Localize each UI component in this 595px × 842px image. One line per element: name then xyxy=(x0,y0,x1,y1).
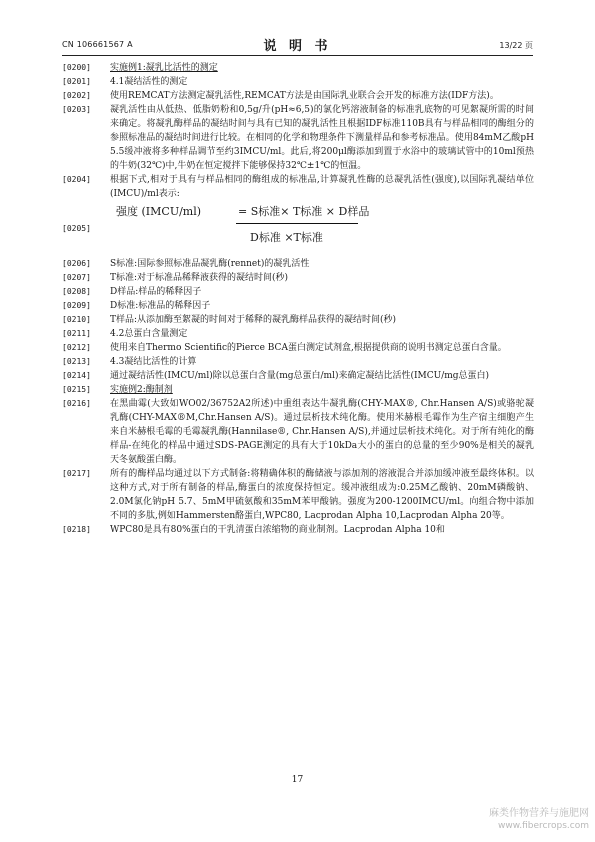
definition-text: S标准:国际参照标准品凝乳酶(rennet)的凝乳活性 xyxy=(110,259,310,269)
paragraph-0211 xyxy=(62,327,534,341)
paragraph-0203 xyxy=(62,103,534,173)
section-heading: 4.2总蛋白含量测定 xyxy=(110,329,188,339)
definition-text: T标准:对于标准品稀释液获得的凝结时间(秒) xyxy=(110,273,289,283)
paragraph-number: [0202] xyxy=(62,91,91,100)
paragraph-number: [0218] xyxy=(62,525,91,534)
watermark-site-name: 麻类作物营养与施肥网 xyxy=(489,808,589,819)
page-indicator: 13/22 页 xyxy=(499,41,533,50)
paragraph-0212 xyxy=(62,341,534,355)
paragraph-number: [0206] xyxy=(62,259,91,268)
paragraph-0208 xyxy=(62,285,534,299)
formula-numerator: = S标准× T标准 × D样品 xyxy=(238,205,370,218)
paragraph-text: WPC80是具有80%蛋白的干乳清蛋白浓缩物的商业制剂。Lacprodan Alpha 10和 xyxy=(110,525,445,535)
paragraph-number: [0213] xyxy=(62,357,91,366)
paragraph-number: [0208] xyxy=(62,287,91,296)
paragraph-text: 所有的酶样品均通过以下方式制备:将精确体积的酶储液与添加剂的溶液混合并添加缓冲液至最终体积。以这种方式,对于所有制备的样品,酶蛋白的浓度保持恒定。缓冲液组成为:0.25M乙酸钠、20mM磷酸钠、2.0M氯化钠pH 5.7、5mM甲硫氨酸和35mM苯甲酸钠。强度为200-1200IMCU/ml。向组合物中添加不同的多肽,例如Hammersten酪蛋白,WPC80, Lacprodan Alpha 10,Lacprodan Alpha 20等。 xyxy=(110,469,534,521)
paragraph-number: [0204] xyxy=(62,175,91,184)
paragraph-0207 xyxy=(62,271,534,285)
paragraph-number: [0211] xyxy=(62,329,91,338)
document-body xyxy=(62,61,534,537)
paragraph-number: [0214] xyxy=(62,371,91,380)
paragraph-0205 xyxy=(62,201,534,257)
paragraph-0201 xyxy=(62,75,534,89)
definition-text: D标准:标准品的稀释因子 xyxy=(110,301,211,311)
paragraph-number: [0200] xyxy=(62,63,91,72)
paragraph-number: [0216] xyxy=(62,399,91,408)
paragraph-text: 根据下式,相对于具有与样品相同的酶组成的标准品,计算凝乳性酶的总凝乳活性(强度),以国际乳凝结单位(IMCU)/ml表示: xyxy=(110,175,534,199)
formula-denominator: D标准 ×T标准 xyxy=(250,231,323,244)
paragraph-0202 xyxy=(62,89,534,103)
formula-lhs: 强度 (IMCU/ml) xyxy=(116,205,202,218)
paragraph-number: [0215] xyxy=(62,385,91,394)
paragraph-0209 xyxy=(62,299,534,313)
paragraph-0214 xyxy=(62,369,534,383)
section-heading: 4.1凝结活性的测定 xyxy=(110,77,188,87)
paragraph-number: [0207] xyxy=(62,273,91,282)
header-divider xyxy=(62,55,533,56)
paragraph-0213 xyxy=(62,355,534,369)
site-watermark xyxy=(489,808,589,832)
paragraph-text: 使用REMCAT方法测定凝乳活性,REMCAT方法是由国际乳业联合会开发的标准方法(IDF方法)。 xyxy=(110,91,499,101)
paragraph-number: [0210] xyxy=(62,315,91,324)
document-title: 说 明 书 xyxy=(263,39,332,54)
paragraph-0217 xyxy=(62,467,534,523)
definition-text: T样品:从添加酶至絮凝的时间对于稀释的凝乳酶样品获得的凝结时间(秒) xyxy=(110,315,397,325)
section-heading: 4.3凝结比活性的计算 xyxy=(110,357,197,367)
strength-formula xyxy=(110,201,534,257)
paragraph-0218 xyxy=(62,523,534,537)
paragraph-text: 使用来自Thermo Scientific的Pierce BCA蛋白测定试剂盒,根据提供商的说明书测定总蛋白含量。 xyxy=(110,343,507,353)
paragraph-0210 xyxy=(62,313,534,327)
paragraph-0216 xyxy=(62,397,534,467)
paragraph-0215 xyxy=(62,383,534,397)
definition-text: D样品:样品的稀释因子 xyxy=(110,287,202,297)
paragraph-0206 xyxy=(62,257,534,271)
patent-number: CN 106661567 A xyxy=(62,40,133,49)
example-heading: 实施例2:酶制剂 xyxy=(110,385,173,395)
paragraph-text: 凝乳活性由从低热、低脂奶粉和0,5g/升(pH≈6,5)的氯化钙溶液制备的标准乳底物的可见絮凝所需的时间来确定。将凝乳酶样品的凝结时间与具有已知的凝乳活性且根据IDF标准110B具有与样品相同的酶组分的参照标准品的凝结时间进行比较。在相同的化学和物理条件下测量样品和参考标准品。使用84mM乙酸pH 5.5缓冲液将多种样品调节至约3IMCU/ml。此后,将200μl酶添加到置于水浴中的玻璃试管中的10ml预热的牛奶(32℃)中,牛奶在恒定搅拌下能够保持32℃±1℃的恒温。 xyxy=(110,105,534,171)
page-number: 17 xyxy=(291,775,304,785)
fraction-bar xyxy=(236,223,358,224)
paragraph-text: 在黑曲霉(大致如WO02/36752A2所述)中重组表达牛凝乳酶(CHY-MAX®, Chr.Hansen A/S)或骆驼凝乳酶(CHY-MAX®M,Chr.Hansen A/S)。通过层析技术纯化酶。使用米赫根毛霉作为生产宿主细胞产生来自米赫根毛霉的毛霉凝乳酶(Hannilase®, Chr.Hansen A/S),并通过层析技术纯化。对于所有纯化的酶样品-在纯化的样品中通过SDS-PAGE测定的具有大于10kDa大小的蛋白的总量的至少90%是相关的凝乳天冬氨酸蛋白酶。 xyxy=(110,399,534,465)
paragraph-text: 通过凝结活性(IMCU/ml)除以总蛋白含量(mg总蛋白/ml)来确定凝结比活性(IMCU/mg总蛋白) xyxy=(110,371,490,381)
paragraph-number: [0217] xyxy=(62,469,91,478)
paragraph-number: [0212] xyxy=(62,343,91,352)
paragraph-number: [0209] xyxy=(62,301,91,310)
example-heading: 实施例1:凝乳比活性的测定 xyxy=(110,63,218,73)
paragraph-number: [0203] xyxy=(62,105,91,114)
paragraph-number: [0205] xyxy=(62,224,91,233)
paragraph-number: [0201] xyxy=(62,77,91,86)
paragraph-0200 xyxy=(62,61,534,75)
paragraph-0204 xyxy=(62,173,534,201)
watermark-url: www.fibercrops.com xyxy=(498,821,589,831)
